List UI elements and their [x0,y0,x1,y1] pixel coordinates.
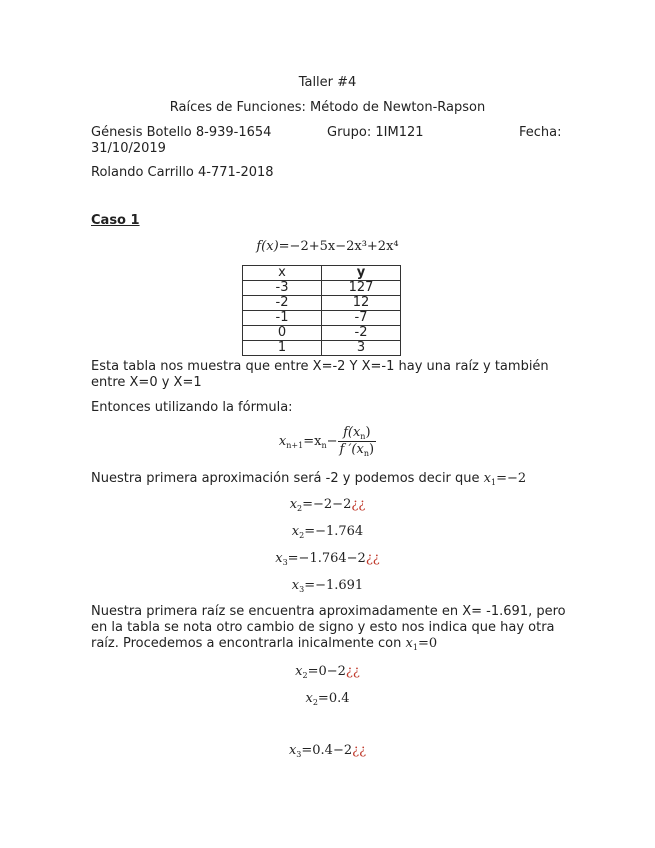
paragraph-1-line-2: entre X=0 y X=1 [91,375,202,390]
formula-minus: − [326,434,338,449]
table-cell: -2 [322,326,401,341]
step-a-1: $x_2=-2-2¿¿$ [289,497,366,513]
table-row [243,281,401,296]
group-label: Grupo: 1IM121 [327,125,424,140]
table-row [243,326,401,341]
formula-lhs: x [278,434,287,449]
formula-mid-sub: n [321,441,327,450]
author-2: Rolando Carrillo 4-771-2018 [91,165,274,180]
values-table [242,265,401,356]
paragraph-4-line-3: raíz. Procedemos a encontrarla inicalmente con $x_1=0$ [91,636,438,652]
paragraph-4-line-1: Nuestra primera raíz se encuentra aproximadamente en X= -1.691, pero [91,604,566,619]
table-row [243,341,401,356]
table-cell: 127 [322,281,401,296]
function-rhs: =−2+5x−2x³+2x⁴ [278,239,399,254]
table-header-y: y [322,266,401,281]
table-row [243,296,401,311]
table-cell: 3 [322,341,401,356]
author-1: Génesis Botello 8-939-1654 [91,125,272,140]
case-heading: Caso 1 [91,213,140,228]
table-cell: -1 [243,311,322,326]
table-cell: 1 [243,341,322,356]
paragraph-4-line-2: en la tabla se nota otro cambio de signo y esto nos indica que hay otra [91,620,555,635]
step-b-1: $x_2=0-2¿¿$ [295,664,360,680]
table-cell: -2 [243,296,322,311]
step-a-3: $x_3=-1.764-2¿¿$ [275,551,380,567]
step-b-2: $x_2=0.4$ [305,691,350,707]
formula-lhs-sub: n+1 [286,441,304,450]
step-a-2: $x_2=-1.764$ [291,524,364,540]
formula-mid: =x [303,434,322,449]
step-b-3: $x_3=0.4-2¿¿$ [288,743,367,759]
table-cell: 0 [243,326,322,341]
document-title: Taller #4 [298,75,357,90]
paragraph-2: Entonces utilizando la fórmula: [91,400,293,415]
paragraph-3: Nuestra primera aproximación será -2 y podemos decir que $x_1=-2$ [91,471,527,487]
date-value: 31/10/2019 [91,141,166,156]
step-a-4: $x_3=-1.691$ [291,578,364,594]
function-definition [0,239,655,254]
table-row [243,311,401,326]
function-lhs: f(x) [256,239,279,254]
document-subtitle: Raíces de Funciones: Método de Newton-Rapson [169,100,486,115]
formula-denominator: f $'(x_n)$ [339,442,375,458]
date-label: Fecha: [519,125,562,140]
table-cell: -3 [243,281,322,296]
paragraph-1-line-1: Esta tabla nos muestra que entre X=-2 Y X=-1 hay una raíz y también [91,359,549,374]
formula-fraction [338,425,377,458]
table-header-x: x [243,266,322,281]
table-cell: 12 [322,296,401,311]
table-cell: -7 [322,311,401,326]
formula-numerator: $f(x_n)$ [338,425,377,442]
table-header-row [243,266,401,281]
newton-formula [0,425,655,458]
